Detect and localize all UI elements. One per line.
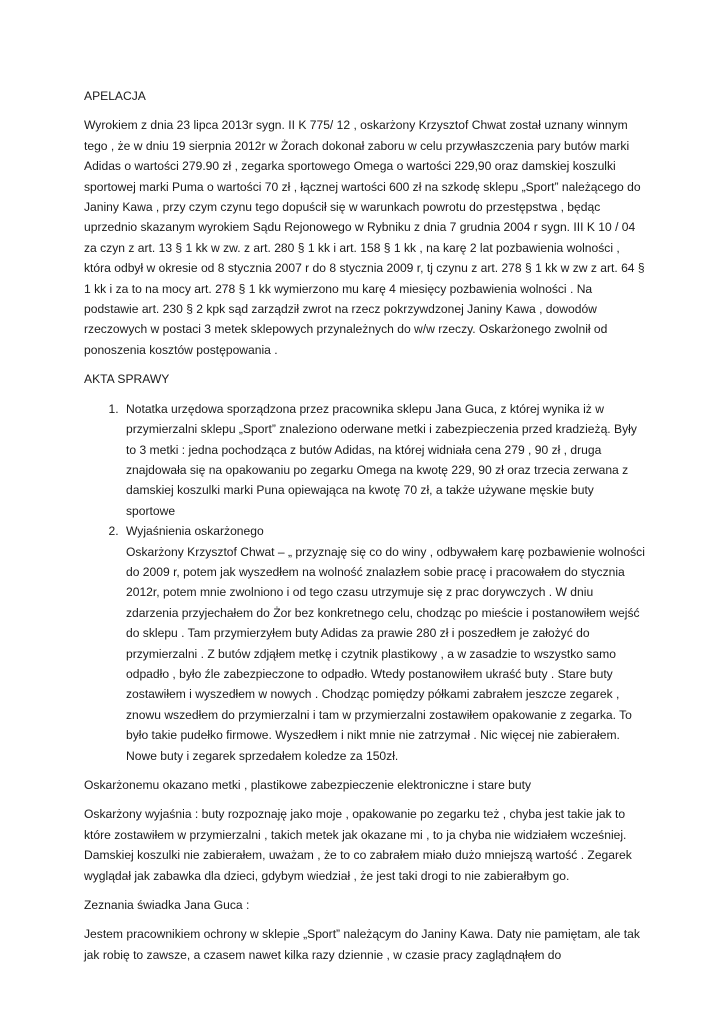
witness-heading: Zeznania świadka Jana Guca : <box>84 898 250 913</box>
case-files-heading: AKTA SPRAWY <box>84 372 170 387</box>
shown-evidence-paragraph: Oskarżonemu okazano metki , plastikowe zabezpieczenie elektroniczne i stare buty <box>84 778 532 792</box>
case-files-list <box>84 399 646 766</box>
verdict-paragraph: Wyrokiem z dnia 23 lipca 2013r sygn. II K 775/ 12 , oskarżony Krzysztof Chwat został uznany winnym tego , że w dniu 19 sierpnia 2012r w Żorach dokonał zaboru w celu przywłaszczenia pary butów marki Adidas o wartości 279.90 zł , zegarka sportowego Omega o wartości 229,90 oraz damskiej koszulki sportowej marki Puma o wartości 70 zł , łącznej wartości 600 zł na szkodę sklepu „Sport” należącego do Janiny Kawa , przy czym czynu tego dopuścił się w warunkach powrotu do przestępstwa , będąc uprzednio skazanym wyrokiem Sądu Rejonowego w Rybniku z dnia 7 grudnia 2004 r sygn. III K 10 / 04 za czyn z art. 13 § 1 kk w zw. z art. 280 § 1 kk i art. 158 § 1 kk , na karę 2 lat pozbawienia wolności , która odbył w okresie od 8 stycznia 2007 r do 8 stycznia 2009 r, tj czynu z art. 278 § 1 kk w zw z art. 64 § 1 kk i za to na mocy art. 278 § 1 kk wymierzono mu karę 4 miesięcy pozbawienia wolności . Na podstawie art. 230 § 2 kpk sąd zarządził zwrot na rzecz pokrzywdzonej Janiny Kawa , dowodów rzeczowych w postaci 3 metek sklepowych przynależnych do w/w rzeczy. Oskarżonego zwolnił od ponoszenia kosztów postępowania . <box>84 118 645 357</box>
list-item <box>122 521 646 766</box>
list-item-text: Oskarżony Krzysztof Chwat – „ przyznaję się co do winy , odbywałem karę pozbawienie wolności do 2009 r, potem jak wyszedłem na wolność znalazłem sobie pracę i pracowałem do stycznia 2012r, potem mnie zwolniono i od tego czasu utrzymuje się z prac dorywczych . W dniu zdarzenia przyjechałem do Żor bez konkretnego celu, chodząc po mieście i postanowiłem wejść do sklepu . Tam przymierzyłem buty Adidas za prawie 280 zł i poszedłem je założyć do przymierzalni . Z butów zdjąłem metkę i czytnik plastikowy , a w zasadzie to wszystko samo odpadło , było źle zabezpieczone to odpadło. Wtedy postanowiłem ukraść buty . Stare buty zostawiłem i wyszedłem w nowych . Chodząc pomiędzy półkami zabrałem jeszcze zegarek , znowu wszedłem do przymierzalni i tam w przymierzalni zostawiłem opakowanie z zegarka. To było takie pudełko firmowe. Wyszedłem i nikt mnie nie zatrzymał . Nic więcej nie zabierałem. Nowe buty i zegarek sprzedałem koledze za 150zł. <box>126 544 645 763</box>
document-page <box>84 86 646 974</box>
list-item-text: Notatka urzędowa sporządzona przez pracownika sklepu Jana Guca, z której wynika iż w przymierzalni sklepu „Sport” znaleziono oderwane metki i zabezpieczenia przed kradzieżą. Były to 3 metki : jedna pochodząca z butów Adidas, na której widniała cena 279 , 90 zł , druga znajdowała się na opakowaniu po zegarku Omega na kwotę 229, 90 zł oraz trzecia zerwana z damskiej koszulki marki Puna opiewająca na kwotę 70 zł, a także używane męskie buty sportowe <box>126 401 637 518</box>
document-title: APELACJA <box>84 89 146 103</box>
witness-testimony-paragraph: Jestem pracownikiem ochrony w sklepie „Sport” należącym do Janiny Kawa. Daty nie pamiętam, ale tak jak robię to zawsze, a czasem nawet kilka razy dziennie , w czasie pracy zaglądnąłem do <box>84 927 640 962</box>
defendant-explanation-paragraph: Oskarżony wyjaśnia : buty rozpoznaję jako moje , opakowanie po zegarku też , chyba jest takie jak to które zostawiłem w przymierzalni , takich metek jak okazane mi , to ja chyba nie widziałem wcześniej. Damskiej koszulki nie zabierałem, uważam , że to co zabrałem miało dużo mniejszą wartość . Zegarek wyglądał jak zabawka dla dzieci, gdybym wiedział , że jest taki drogi to nie zabierałbym go. <box>84 807 632 883</box>
list-item <box>122 399 646 521</box>
list-item-title: 2. Wyjaśnienia oskarżonego <box>126 524 264 539</box>
